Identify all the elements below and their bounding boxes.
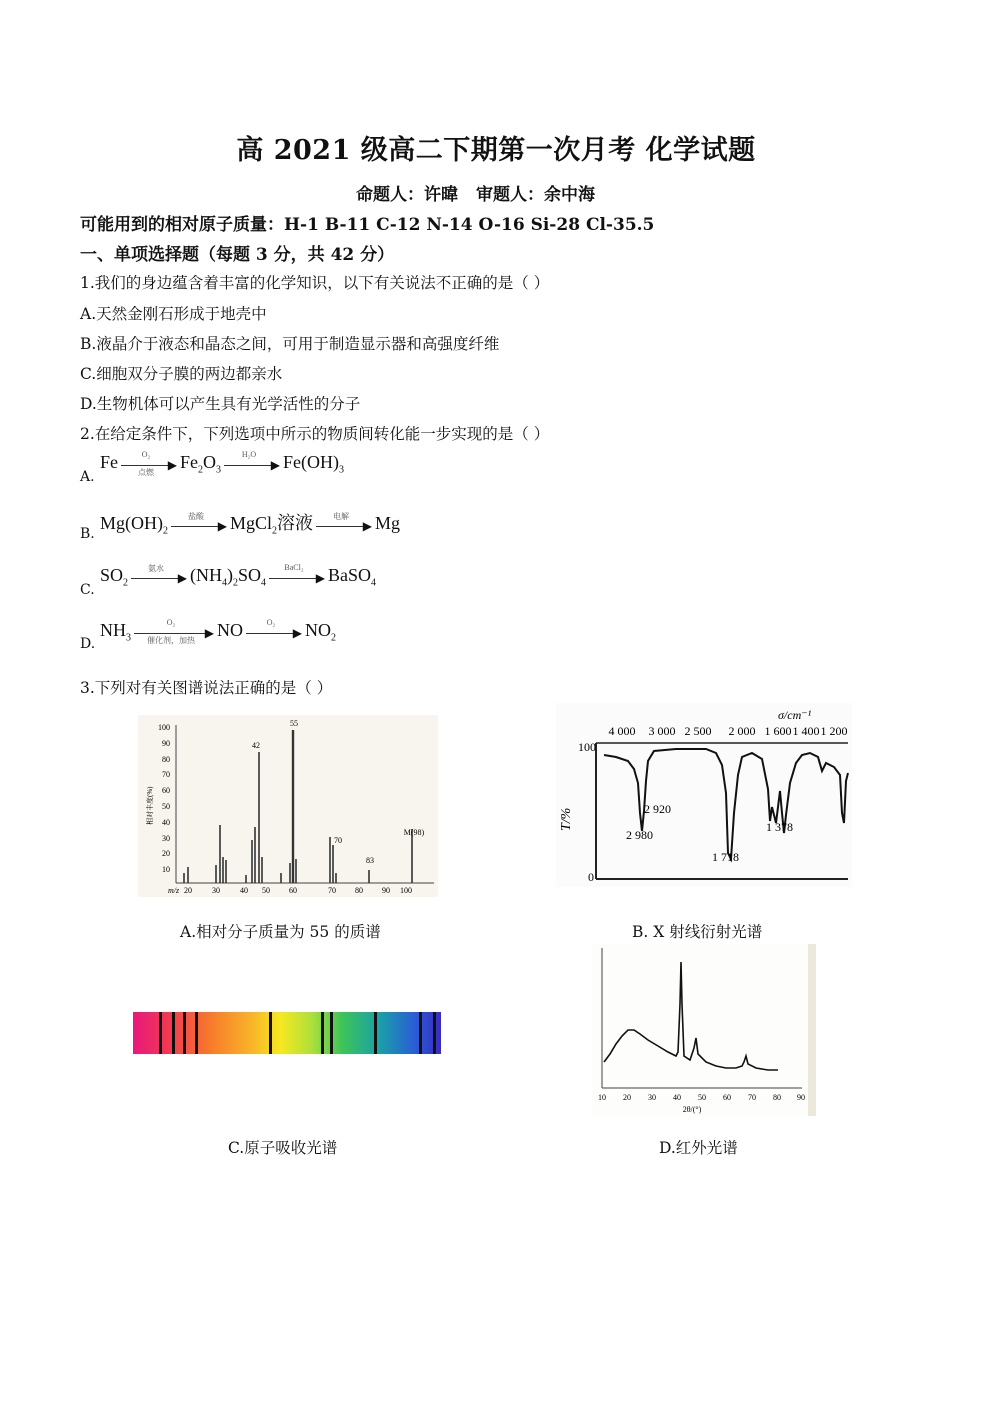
xrd-pattern-figure — [592, 944, 816, 1116]
atomic-masses: 可能用到的相对原子质量：H-1 B-11 C-12 N-14 O-16 Si-28 Cl-35.5 — [80, 215, 655, 235]
ir-label-1378: 1 378 — [766, 820, 793, 834]
caption-a: A.相对分子质量为 55 的质谱 — [180, 923, 381, 941]
top-tick: 1 200 — [820, 724, 848, 738]
peak-label-42: 42 — [252, 741, 260, 750]
caption-b: B. X 射线衍射光谱 — [632, 923, 763, 941]
spectral-line — [419, 1012, 422, 1054]
arrow-icon: 电解 ▶ — [316, 516, 372, 534]
ir-label-2920: 2 920 — [644, 802, 671, 816]
q2-option-c-label: C. — [80, 582, 95, 598]
atomic-spectrum-figure — [133, 1012, 441, 1054]
spectral-line — [374, 1012, 377, 1054]
q2-option-b-label: B. — [80, 526, 95, 542]
mass-spectrum-figure — [138, 715, 438, 897]
ir-label-1718: 1 718 — [712, 850, 739, 864]
q2-stem: 2.在给定条件下，下列选项中所示的物质间转化能一步实现的是（ ） — [80, 425, 550, 443]
q1-option-b: B.液晶介于液态和晶态之间，可用于制造显示器和高强度纤维 — [80, 335, 500, 353]
spectral-line — [195, 1012, 198, 1054]
peak-label-83: 83 — [366, 856, 374, 865]
spectral-line — [159, 1012, 162, 1054]
figure-edge — [808, 944, 816, 1116]
peak-label-m98: M(98) — [403, 828, 425, 837]
x-tick: 40 — [673, 1093, 681, 1102]
y-tick: 40 — [162, 818, 170, 827]
x-label: m/z — [168, 886, 180, 895]
q2-option-a-label: A. — [80, 469, 95, 485]
spectral-line — [321, 1012, 324, 1054]
top-tick: 1 600 — [764, 724, 792, 738]
spectral-line — [433, 1012, 436, 1054]
page-title: 高 2021 级高二下期第一次月考 化学试题 — [236, 135, 756, 166]
spectral-line — [183, 1012, 186, 1054]
top-tick: 3 000 — [648, 724, 676, 738]
spectrum-band — [133, 1012, 441, 1054]
q3-stem: 3.下列对有关图谱说法正确的是（ ） — [80, 679, 333, 697]
arrow-icon: O₂ ▶ 催化剂，加热 — [134, 623, 214, 641]
y-label: 相对丰度(%) — [146, 786, 154, 825]
x-tick: 80 — [355, 886, 363, 895]
x-tick: 30 — [212, 886, 220, 895]
y-0: 0 — [588, 870, 594, 884]
spectral-line — [330, 1012, 333, 1054]
section-heading: 一、单项选择题（每题 3 分，共 42 分） — [80, 245, 395, 265]
figure-background — [592, 944, 816, 1116]
x-tick: 20 — [184, 886, 192, 895]
x-tick: 100 — [400, 886, 412, 895]
y-tick: 80 — [162, 755, 170, 764]
x-tick: 90 — [382, 886, 390, 895]
arrow-icon: O₂ ▶ 点燃 — [121, 455, 177, 473]
top-tick: 4 000 — [608, 724, 636, 738]
x-tick: 10 — [598, 1093, 606, 1102]
y-tick: 30 — [162, 834, 170, 843]
x-tick: 70 — [328, 886, 336, 895]
arrow-icon: H₂O ▶ — [224, 455, 280, 473]
arrow-icon: BaCl₂ ▶ — [269, 568, 325, 586]
x-tick: 90 — [797, 1093, 805, 1102]
q2-option-d-label: D. — [80, 636, 96, 652]
spectral-line — [172, 1012, 175, 1054]
x-tick: 50 — [262, 886, 270, 895]
peak-label-70: 70 — [334, 836, 342, 845]
y-label: T/% — [559, 807, 574, 831]
ir-spectrum-figure — [556, 703, 852, 887]
ir-label-2980: 2 980 — [626, 828, 653, 842]
x-tick: 50 — [698, 1093, 706, 1102]
y-100: 100 — [578, 740, 596, 754]
y-tick: 60 — [162, 786, 170, 795]
y-tick: 100 — [158, 723, 170, 732]
x-tick: 60 — [723, 1093, 731, 1102]
q1-option-c: C.细胞双分子膜的两边都亲水 — [80, 365, 283, 383]
caption-c: C.原子吸收光谱 — [228, 1139, 338, 1157]
unit-label: σ/cm⁻¹ — [778, 708, 812, 722]
q2-option-c-equation: $SO_2$ 氨水 ▶ $(NH_4)_2SO_4$ BaCl₂ ▶ BaSO$_4$ — [100, 562, 377, 589]
y-tick: 90 — [162, 739, 170, 748]
arrow-icon: 盐酸 ▶ — [171, 516, 227, 534]
y-tick: 10 — [162, 865, 170, 874]
x-label: 2θ/(°) — [682, 1105, 702, 1114]
y-tick: 70 — [162, 770, 170, 779]
q2-option-d-equation: $NH_3$ O₂ ▶ 催化剂，加热 NO O₂ ▶ $NO_2$ — [100, 617, 336, 645]
spectral-line — [269, 1012, 272, 1054]
q1-option-d: D.生物机体可以产生具有光学活性的分子 — [80, 395, 361, 413]
q2-option-b-equation: $Mg(OH)_2$ 盐酸 ▶ MgCl$_2$溶液 电解 ▶ Mg — [100, 511, 401, 537]
x-tick: 20 — [623, 1093, 631, 1102]
q1-stem: 1.我们的身边蕴含着丰富的化学知识，以下有关说法不正确的是（ ） — [80, 274, 550, 292]
x-tick: 60 — [289, 886, 297, 895]
arrow-icon: O₂ ▶ — [246, 623, 302, 641]
top-tick: 2 000 — [728, 724, 756, 738]
q2-option-a-equation: Fe O₂ ▶ 点燃 $Fe_2O_3$ H₂O ▶ $Fe(OH)_3$ — [100, 449, 344, 477]
setter: 命题人：许暐 — [356, 185, 458, 205]
x-tick: 70 — [748, 1093, 756, 1102]
x-tick: 80 — [773, 1093, 781, 1102]
x-tick: 40 — [240, 886, 248, 895]
figure-background — [138, 715, 438, 897]
y-tick: 50 — [162, 802, 170, 811]
authors — [356, 180, 595, 205]
peak-label-55: 55 — [290, 719, 298, 728]
caption-d: D.红外光谱 — [659, 1139, 738, 1157]
arrow-icon: 氨水 ▶ — [131, 568, 187, 586]
top-tick: 1 400 — [792, 724, 820, 738]
top-tick: 2 500 — [684, 724, 712, 738]
q1-option-a: A.天然金刚石形成于地壳中 — [80, 305, 267, 323]
x-tick: 30 — [648, 1093, 656, 1102]
reviewer: 审题人：余中海 — [476, 185, 595, 205]
y-tick: 20 — [162, 849, 170, 858]
